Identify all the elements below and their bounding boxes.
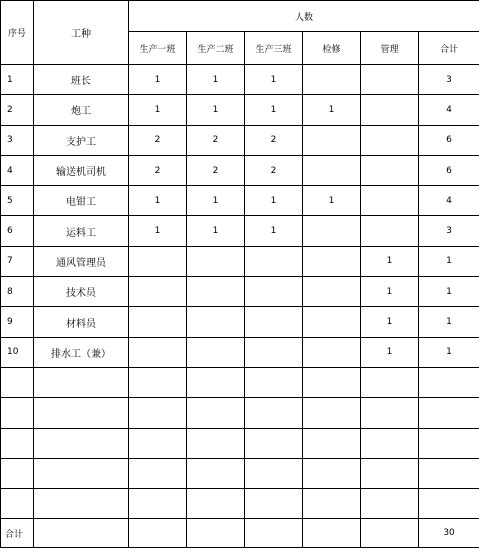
shift-3-count: 2: [245, 125, 303, 155]
header-row-1: [1, 1, 479, 32]
shift-2-count: [187, 307, 245, 337]
shift-1-count: 2: [129, 125, 187, 155]
row-number: 10: [1, 337, 34, 367]
row-number: 7: [1, 246, 34, 276]
shift-3-count: [245, 398, 303, 428]
shift-2-count: 2: [187, 125, 245, 155]
shift-2-count: [187, 428, 245, 458]
shift-2-count: [187, 489, 245, 519]
total-empty-cell: [361, 519, 419, 548]
shift-3-count: [245, 337, 303, 367]
trade-name: [34, 489, 129, 519]
shift-3-count: 1: [245, 216, 303, 246]
trade-name: 材料员: [34, 307, 129, 337]
shift-3-count: 2: [245, 155, 303, 185]
table-row: [1, 428, 479, 458]
maintenance-count: [303, 216, 361, 246]
row-total: [419, 398, 479, 428]
shift-3-count: [245, 277, 303, 307]
shift-2-count: 2: [187, 155, 245, 185]
management-count: [361, 398, 419, 428]
shift-3-count: [245, 428, 303, 458]
shift-1-count: [129, 246, 187, 276]
shift-3-count: 1: [245, 186, 303, 216]
trade-name: 炮工: [34, 95, 129, 125]
maintenance-count: [303, 337, 361, 367]
total-empty-cell: [245, 519, 303, 548]
management-count: [361, 489, 419, 519]
total-empty-cell: [187, 519, 245, 548]
maintenance-count: 1: [303, 186, 361, 216]
row-total: 1: [419, 307, 479, 337]
header-headcount-group: 人数: [129, 1, 479, 32]
maintenance-count: [303, 277, 361, 307]
maintenance-count: 1: [303, 95, 361, 125]
row-total: 1: [419, 277, 479, 307]
table-row: [1, 337, 479, 367]
shift-1-count: [129, 367, 187, 397]
maintenance-count: [303, 458, 361, 488]
header-seq: 序号: [1, 1, 34, 65]
shift-2-count: 1: [187, 216, 245, 246]
trade-name: 班长: [34, 65, 129, 95]
trade-name: [34, 367, 129, 397]
header-management: 管理: [361, 32, 419, 65]
trade-name: 通风管理员: [34, 246, 129, 276]
table-row: [1, 216, 479, 246]
management-count: [361, 367, 419, 397]
row-total: [419, 428, 479, 458]
row-number: 2: [1, 95, 34, 125]
total-empty-cell: [129, 519, 187, 548]
header-shift-3: 生产三班: [245, 32, 303, 65]
row-number: 4: [1, 155, 34, 185]
shift-2-count: [187, 246, 245, 276]
maintenance-count: [303, 398, 361, 428]
trade-name: 技术员: [34, 277, 129, 307]
trade-name: 输送机司机: [34, 155, 129, 185]
trade-name: 支护工: [34, 125, 129, 155]
management-count: 1: [361, 337, 419, 367]
shift-3-count: [245, 458, 303, 488]
management-count: 1: [361, 277, 419, 307]
shift-2-count: 1: [187, 95, 245, 125]
shift-2-count: 1: [187, 65, 245, 95]
row-number: 5: [1, 186, 34, 216]
management-count: [361, 458, 419, 488]
row-number: 8: [1, 277, 34, 307]
row-total: 6: [419, 155, 479, 185]
row-total: [419, 489, 479, 519]
row-number: [1, 428, 34, 458]
row-total: [419, 458, 479, 488]
table-row: [1, 458, 479, 488]
trade-name: [34, 398, 129, 428]
trade-name: [34, 458, 129, 488]
management-count: [361, 95, 419, 125]
shift-1-count: [129, 337, 187, 367]
table-row: [1, 186, 479, 216]
shift-2-count: [187, 367, 245, 397]
row-total: 3: [419, 65, 479, 95]
table-row: [1, 125, 479, 155]
shift-1-count: [129, 489, 187, 519]
shift-1-count: [129, 458, 187, 488]
maintenance-count: [303, 367, 361, 397]
row-total: 4: [419, 95, 479, 125]
shift-1-count: 1: [129, 65, 187, 95]
trade-name: 电钳工: [34, 186, 129, 216]
management-count: [361, 186, 419, 216]
maintenance-count: [303, 65, 361, 95]
management-count: [361, 155, 419, 185]
table-row: [1, 307, 479, 337]
header-subtotal: 合计: [419, 32, 479, 65]
management-count: 1: [361, 307, 419, 337]
row-number: [1, 489, 34, 519]
total-row: [1, 519, 479, 548]
header-shift-1: 生产一班: [129, 32, 187, 65]
shift-1-count: [129, 428, 187, 458]
shift-2-count: [187, 398, 245, 428]
shift-1-count: 1: [129, 216, 187, 246]
shift-3-count: 1: [245, 65, 303, 95]
trade-name: [34, 428, 129, 458]
table-row: [1, 155, 479, 185]
row-total: 6: [419, 125, 479, 155]
row-number: [1, 458, 34, 488]
row-total: 4: [419, 186, 479, 216]
shift-1-count: 1: [129, 186, 187, 216]
grand-total: 30: [419, 519, 479, 548]
table-row: [1, 246, 479, 276]
shift-1-count: [129, 277, 187, 307]
row-number: [1, 367, 34, 397]
row-number: 1: [1, 65, 34, 95]
management-count: [361, 428, 419, 458]
shift-3-count: [245, 489, 303, 519]
shift-3-count: 1: [245, 95, 303, 125]
table-row: [1, 398, 479, 428]
trade-name: 运料工: [34, 216, 129, 246]
row-number: 6: [1, 216, 34, 246]
maintenance-count: [303, 155, 361, 185]
header-maintenance: 检修: [303, 32, 361, 65]
header-trade: 工种: [34, 1, 129, 65]
shift-2-count: [187, 277, 245, 307]
shift-3-count: [245, 367, 303, 397]
table-row: [1, 277, 479, 307]
management-count: 1: [361, 246, 419, 276]
table-row: [1, 95, 479, 125]
shift-1-count: 1: [129, 95, 187, 125]
shift-2-count: 1: [187, 186, 245, 216]
trade-name: 排水工（兼）: [34, 337, 129, 367]
shift-1-count: [129, 307, 187, 337]
row-number: 9: [1, 307, 34, 337]
row-total: 1: [419, 337, 479, 367]
maintenance-count: [303, 428, 361, 458]
maintenance-count: [303, 307, 361, 337]
header-shift-2: 生产二班: [187, 32, 245, 65]
shift-3-count: [245, 307, 303, 337]
total-empty-cell: [34, 519, 129, 548]
table-row: [1, 489, 479, 519]
total-empty-cell: [303, 519, 361, 548]
management-count: [361, 125, 419, 155]
shift-3-count: [245, 246, 303, 276]
row-total: [419, 367, 479, 397]
management-count: [361, 65, 419, 95]
shift-2-count: [187, 337, 245, 367]
row-number: 3: [1, 125, 34, 155]
shift-1-count: 2: [129, 155, 187, 185]
total-label: 合计: [1, 519, 34, 548]
row-total: 1: [419, 246, 479, 276]
table-row: [1, 65, 479, 95]
shift-1-count: [129, 398, 187, 428]
row-number: [1, 398, 34, 428]
maintenance-count: [303, 489, 361, 519]
row-total: 3: [419, 216, 479, 246]
shift-2-count: [187, 458, 245, 488]
table-row: [1, 367, 479, 397]
maintenance-count: [303, 246, 361, 276]
management-count: [361, 216, 419, 246]
maintenance-count: [303, 125, 361, 155]
